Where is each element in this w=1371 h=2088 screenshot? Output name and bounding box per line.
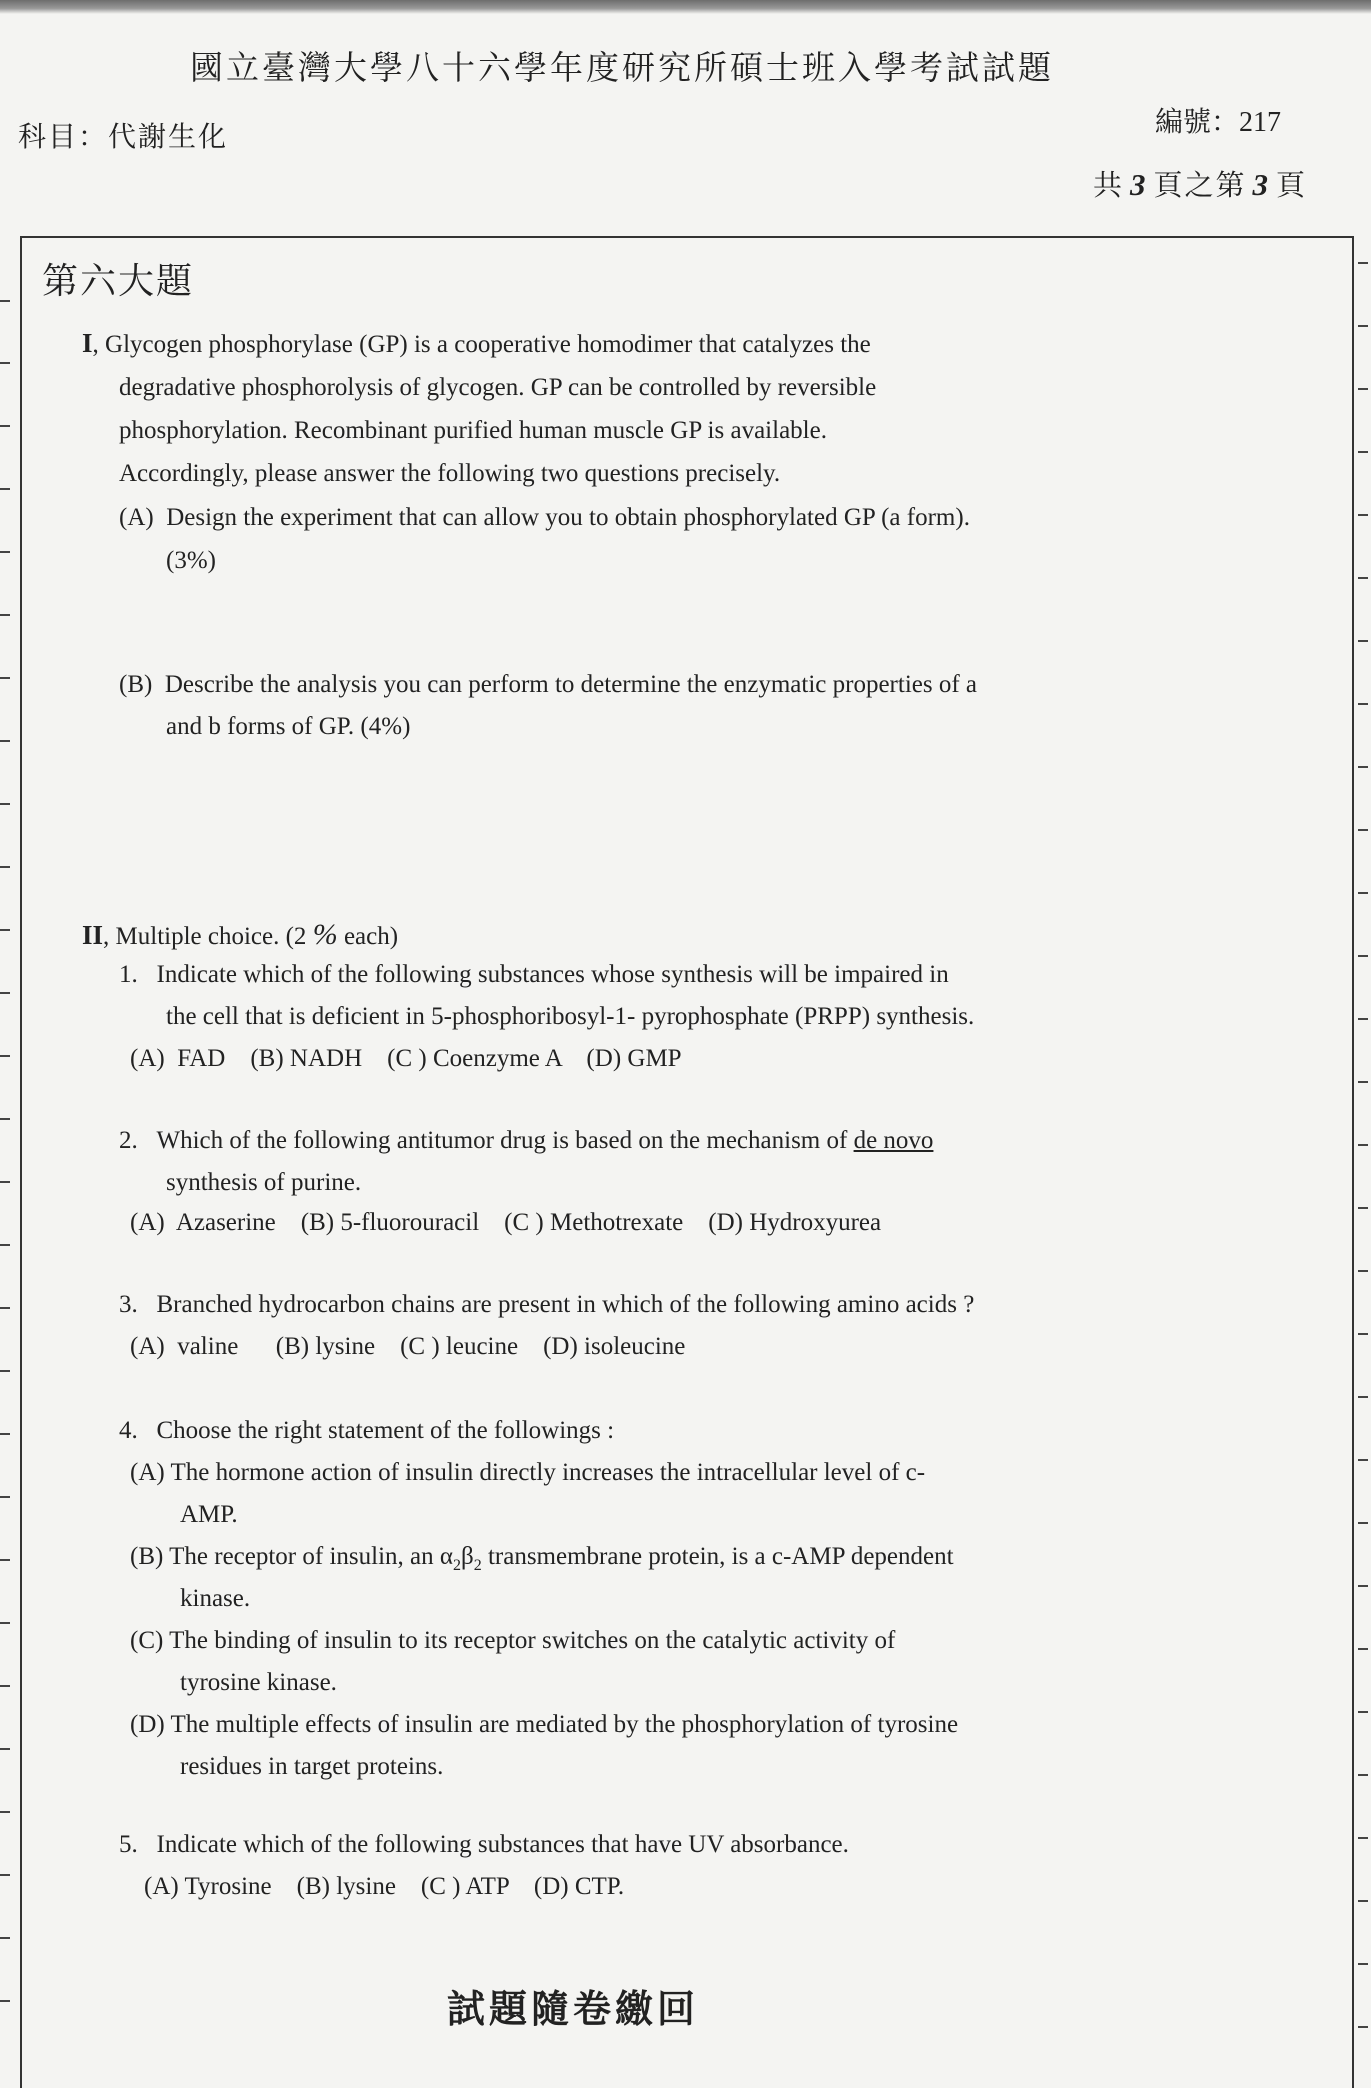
pages-prefix: 共 bbox=[1093, 170, 1125, 202]
mc-4-option-a-cont: AMP. bbox=[180, 1501, 238, 1528]
question-1: I, Glycogen phosphorylase (GP) is a cooperative homodimer that catalyzes the bbox=[82, 328, 871, 358]
question-1a-points: (3%) bbox=[166, 547, 216, 574]
mc-5-options: (A) Tyrosine (B) lysine (C ) ATP (D) CTP. bbox=[144, 1873, 625, 1900]
exam-code: 編號：217 bbox=[1155, 107, 1282, 138]
mc-5-line-1: Indicate which of the following substances that have UV absorbance. bbox=[156, 1831, 849, 1858]
mc-1-line-1: Indicate which of the following substances whose synthesis will be impaired in bbox=[156, 961, 949, 988]
mc-4-option-b: (B) The receptor of insulin, an $\alpha_2\beta_2$ transmembrane protein, is a c-AMP dependent bbox=[130, 1543, 954, 1574]
question-1-line-1: Glycogen phosphorylase (GP) is a cooperative homodimer that catalyzes the bbox=[105, 331, 871, 358]
pages-suffix: 頁 bbox=[1276, 170, 1308, 202]
mc-1 bbox=[119, 962, 949, 987]
mc-2-line-2: synthesis of purine. bbox=[166, 1169, 362, 1196]
mc-1-line-2: the cell that is deficient in 5-phosphoribosyl-1- pyrophosphate (PRPP) synthesis. bbox=[166, 1003, 975, 1030]
mc-4-option-b-cont: kinase. bbox=[180, 1585, 251, 1612]
mc-2-num: 2. bbox=[119, 1127, 138, 1154]
mc-5 bbox=[119, 1832, 849, 1857]
question-1-line-3: phosphorylation. Recombinant purified human muscle GP is available. bbox=[119, 417, 827, 444]
mc-3-num: 3. bbox=[119, 1291, 138, 1318]
mc-1-options: (A) FAD (B) NADH (C ) Coenzyme A (D) GMP bbox=[130, 1045, 682, 1072]
scan-top-band bbox=[0, 0, 1371, 14]
question-1-line-4: Accordingly, please answer the following two questions precisely. bbox=[119, 460, 781, 487]
question-2-numeral: II bbox=[82, 920, 104, 950]
mc-4-option-c: (C) The binding of insulin to its receptor switches on the catalytic activity of bbox=[130, 1627, 896, 1654]
question-1b-label: (B) bbox=[119, 671, 153, 698]
mc-4-line-1: Choose the right statement of the followings : bbox=[156, 1417, 615, 1444]
mc-3 bbox=[119, 1292, 974, 1317]
mc-4-option-d: (D) The multiple effects of insulin are mediated by the phosphorylation of tyrosine bbox=[130, 1711, 959, 1738]
question-1b bbox=[119, 672, 977, 697]
mc-4-option-d-cont: residues in target proteins. bbox=[180, 1753, 444, 1780]
question-1a bbox=[119, 505, 970, 530]
section-title: 第六大題 bbox=[42, 261, 195, 301]
question-1b-line-2: and b forms of GP. (4%) bbox=[166, 713, 411, 740]
mc-1-num: 1. bbox=[119, 961, 138, 988]
return-notice: 試題隨卷繳回 bbox=[447, 1989, 700, 2031]
question-1a-text: Design the experiment that can allow you to obtain phosphorylated GP (a form). bbox=[166, 504, 970, 531]
pages-current: 3 bbox=[1252, 167, 1271, 202]
page-indicator bbox=[1093, 163, 1307, 204]
pages-total: 3 bbox=[1130, 167, 1148, 202]
question-2-heading: II, Multiple choice. (2 % each) bbox=[82, 918, 399, 951]
mc-4-option-c-cont: tyrosine kinase. bbox=[180, 1669, 337, 1696]
mc-4-num: 4. bbox=[119, 1417, 138, 1444]
mc-5-num: 5. bbox=[119, 1831, 138, 1858]
question-1-numeral: I bbox=[82, 328, 93, 358]
question-1b-text: Describe the analysis you can perform to determine the enzymatic properties of a bbox=[164, 671, 978, 698]
mc-3-line-1: Branched hydrocarbon chains are present in which of the following amino acids ? bbox=[156, 1291, 975, 1318]
exam-title: 國立臺灣大學八十六學年度研究所碩士班入學考試試題 bbox=[190, 51, 1054, 87]
mc-2-options: (A) Azaserine (B) 5-fluorouracil (C ) Methotrexate (D) Hydroxyurea bbox=[130, 1209, 882, 1236]
mc-3-options: (A) valine (B) lysine (C ) leucine (D) isoleucine bbox=[130, 1333, 686, 1360]
question-1a-label: (A) bbox=[119, 504, 154, 531]
mc-2-de-novo: de novo bbox=[853, 1127, 934, 1154]
mc-4 bbox=[119, 1418, 614, 1443]
subject-label: 科目：代謝生化 bbox=[18, 122, 229, 153]
mc-4-option-a: (A) The hormone action of insulin directly increases the intracellular level of c- bbox=[130, 1459, 926, 1486]
pages-middle: 頁之第 bbox=[1153, 170, 1247, 202]
mc-2: 2. Which of the following antitumor drug is based on the mechanism of de novo bbox=[119, 1127, 934, 1154]
question-1-line-2: degradative phosphorolysis of glycogen. GP can be controlled by reversible bbox=[119, 374, 877, 401]
